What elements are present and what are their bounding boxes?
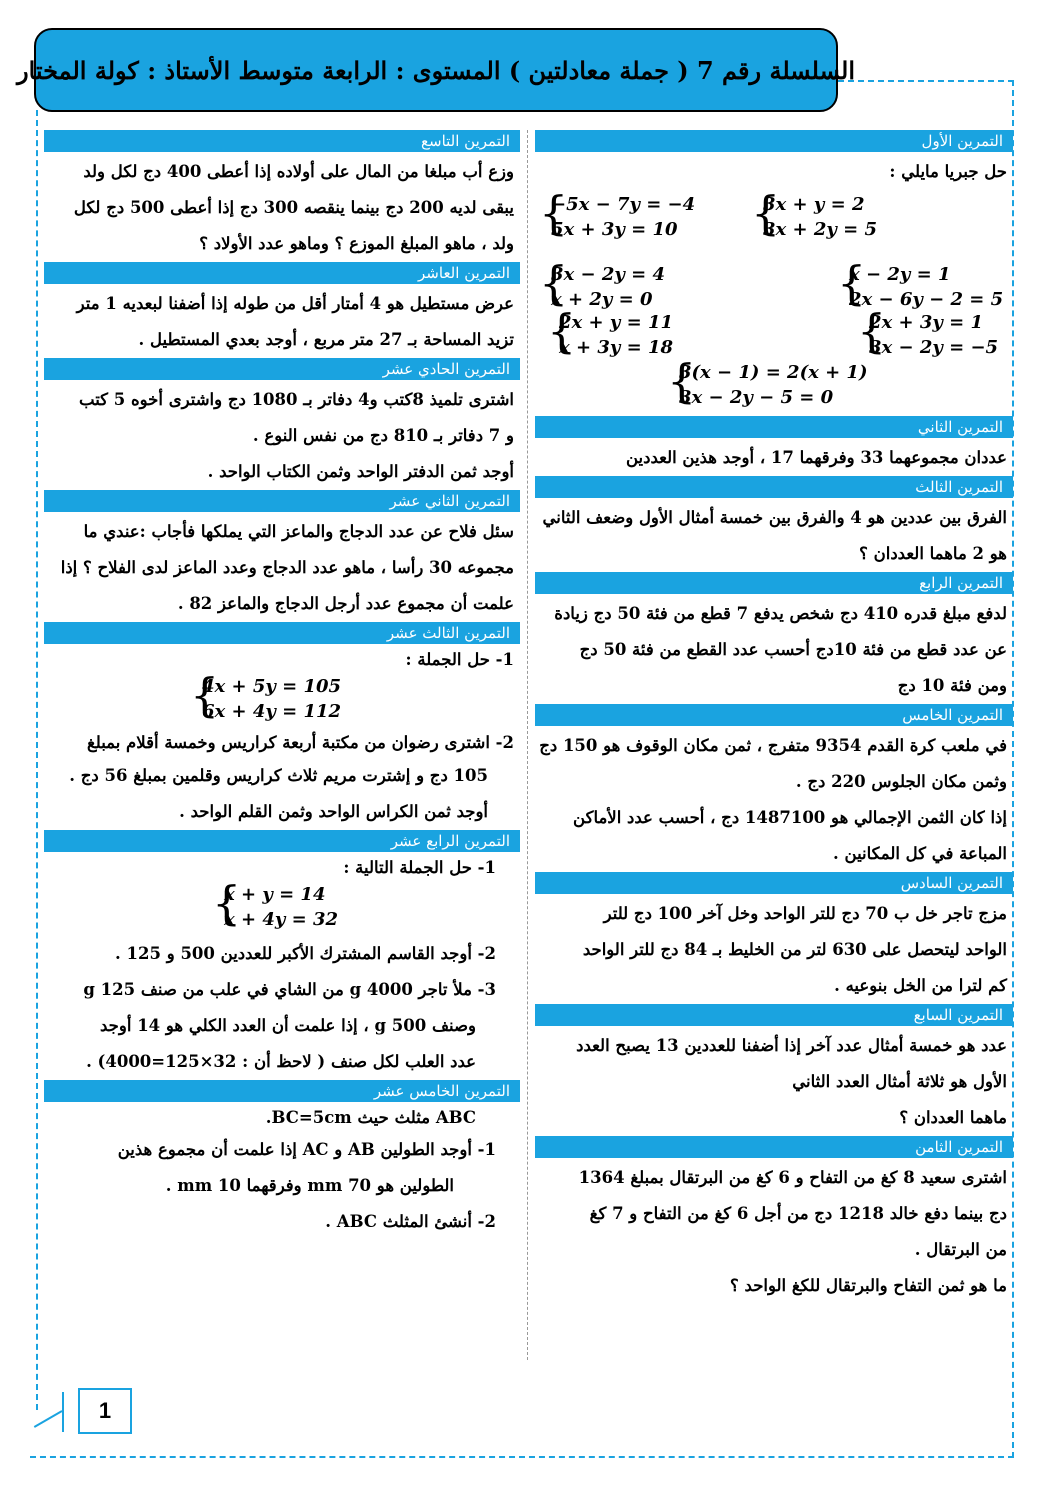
- exercise-5-line: المباعة في كل المكانين .: [833, 844, 1007, 863]
- exercise-6-header: التمرين السادس: [535, 872, 1013, 894]
- exercise-11-header: التمرين الحادي عشر: [44, 358, 520, 380]
- exercise-8-line: اشترى سعيد 8 كغ من التفاح و 6 كغ من البرتقال بمبلغ 1364: [578, 1168, 1007, 1187]
- exercise-11-line: اشترى تلميذ 8كتب و4 دفاتر بـ 1080 دج واشترى أخوه 5 كتب: [79, 390, 514, 409]
- exercise-12-header: التمرين الثاني عشر: [44, 490, 520, 512]
- system-3: { x − 2y = 1 2x − 6y − 2 = 5: [837, 256, 1004, 310]
- exercise-5-line: في ملعب كرة القدم 9354 متفرج ، ثمن مكان الوقوف هو 150 دج: [539, 736, 1007, 755]
- exercise-14-question-3-cont: عدد العلب لكل صنف ( لاحظ أن : 32×125=4000) .: [86, 1052, 476, 1071]
- system-2: { −5x − 7y = −4 5x + 3y = 10: [539, 186, 696, 240]
- exercise-15-question-1-cont: الطولين هو 70 mm وفرقهما 10 mm .: [165, 1176, 454, 1195]
- exercise-10-line: عرض مستطيل هو 4 أمتار أقل من طوله إذا أضفنا لبعديه 1 متر: [76, 294, 514, 313]
- exercise-15-question-2: 2- أنشئ المثلث ABC .: [325, 1212, 496, 1231]
- frame-border-bottom: [30, 1456, 1014, 1458]
- frame-border-left: [36, 110, 38, 1410]
- page-number: 1: [78, 1388, 132, 1434]
- right-column: [535, 130, 1013, 1304]
- exercise-13-question-1: 1- حل الجملة :: [405, 650, 514, 669]
- page-number-decoration: [62, 1392, 64, 1432]
- exercise-12-line: سئل فلاح عن عدد الدجاج والماعز التي يملكها فأجاب :عندي ما: [83, 522, 514, 541]
- exercise-4-line: ومن فئة 10 دج: [897, 676, 1007, 695]
- exercise-15-line: ABC مثلث حيث BC=5cm.: [265, 1108, 476, 1127]
- exercise-6-line: كم لترا من الخل بنوعيه .: [834, 976, 1007, 995]
- exercise-15-header: التمرين الخامس عشر: [44, 1080, 520, 1102]
- exercise-4-line: لدفع مبلغ قدره 410 دج شخص يدفع 7 قطع من فئة 50 دج زيادة: [554, 604, 1007, 623]
- exercise-5-line: وثمن مكان الجلوس 220 دج .: [795, 772, 1007, 791]
- exercise-2-text: عددان مجموعهما 33 وفرقهما 17 ، أوجد هذين العددين: [625, 448, 1007, 467]
- exercise-13-question-2-cont: أوجد ثمن الكراس الواحد وثمن القلم الواحد .: [179, 802, 488, 821]
- column-divider: [527, 130, 528, 1360]
- exercise-13-system: { 4x + 5y = 105 6x + 4y = 112: [190, 668, 342, 722]
- system-4: { 3x − 2y = 4 x + 2y = 0: [539, 256, 665, 310]
- exercise-4-line: عن عدد قطع من فئة 10دج أحسب عدد القطع من فئة 50 دج: [579, 640, 1007, 659]
- exercise-13-header: التمرين الثالث عشر: [44, 622, 520, 644]
- exercise-13-question-2-cont: 105 دج و إشترت مريم ثلاث كراريس وقلمين بمبلغ 56 دج .: [69, 766, 488, 785]
- exercise-14-question-1: 1- حل الجملة التالية :: [343, 858, 496, 877]
- exercise-15-question-1: 1- أوجد الطولين AB و AC إذا علمت أن مجموع هذين: [117, 1140, 496, 1159]
- exercise-8-line: من البرتقال .: [914, 1240, 1007, 1259]
- exercise-6-line: مزج تاجر خل ب 70 دج للتر الواحد وخل آخر 100 دج للتر: [603, 904, 1007, 923]
- exercise-4-header: التمرين الرابع: [535, 572, 1013, 594]
- exercise-10-line: تزيد المساحة بـ 27 متر مربع ، أوجد بعدي المستطيل .: [138, 330, 514, 349]
- system-1: { 3x + y = 2 3x + 2y = 5: [751, 186, 877, 240]
- exercise-9-line: وزع أب مبلغا من المال على أولاده إذا أعطى 400 دج لكل ولد: [83, 162, 514, 181]
- exercise-14-system: { x + y = 14 x + 4y = 32: [212, 876, 338, 930]
- exercise-14-question-3: 3- ملأ تاجر 4000 g من الشاي في علب من صنف 125 g: [83, 980, 496, 999]
- page-number-decoration: [34, 1410, 63, 1428]
- exercise-3-header: التمرين الثالث: [535, 476, 1013, 498]
- page-title: السلسلة رقم 7 ( جملة معادلتين ) المستوى : الرابعة متوسط الأستاذ : كولة المختار: [16, 55, 856, 85]
- exercise-1-systems: [535, 186, 1013, 416]
- exercise-13-question-2: 2- اشترى رضوان من مكتبة أربعة كراريس وخمسة أقلام بمبلغ: [86, 733, 514, 752]
- exercise-5-line: إذا كان الثمن الإجمالي هو 1487100 دج ، أحسب عدد الأماكن: [573, 808, 1007, 827]
- exercise-12-line: مجموعه 30 رأسا ، ماهو عدد الدجاج وعدد الماعز لدى الفلاح ؟ إذا: [60, 558, 514, 577]
- exercise-7-line: الأول هو ثلاثة أمثال العدد الثاني: [792, 1072, 1007, 1091]
- system-7: { 3(x − 1) = 2(x + 1) 3x − 2y − 5 = 0: [667, 354, 868, 408]
- exercise-14-question-3-cont: وصنف 500 g ، إذا علمت أن العدد الكلي هو 14 أوجد: [100, 1016, 476, 1035]
- exercise-2-header: التمرين الثاني: [535, 416, 1013, 438]
- system-6: { 2x + y = 11 x + 3y = 18: [547, 304, 673, 358]
- exercise-7-line: عدد هو خمسة أمثال عدد آخر إذا أضفنا للعددين 13 يصبح العدد: [576, 1036, 1007, 1055]
- exercise-7-header: التمرين السابع: [535, 1004, 1013, 1026]
- exercise-8-line: دج بينما دفع خالد 1218 دج من أجل 6 كغ من التفاح و 7 كغ: [589, 1204, 1007, 1223]
- exercise-9-header: التمرين التاسع: [44, 130, 520, 152]
- exercise-9-line: يبقى لديه 200 دج بينما ينقصه 300 دج إذا أعطى 500 دج لكل: [73, 198, 514, 217]
- title-banner: [16, 28, 856, 112]
- exercise-11-line: أوجد ثمن الدفتر الواحد وثمن الكتاب الواحد .: [207, 462, 514, 481]
- exercise-14-question-2: 2- أوجد القاسم المشترك الأكبر للعددين 500 و 125 .: [115, 944, 496, 963]
- exercise-10-header: التمرين العاشر: [44, 262, 520, 284]
- exercise-1-header: التمرين الأول: [535, 130, 1013, 152]
- exercise-3-line: هو 2 ماهما العددان ؟: [859, 544, 1007, 563]
- frame-border-top: [838, 80, 1014, 82]
- exercise-1-intro: حل جبريا مايلي :: [889, 162, 1007, 181]
- exercise-6-line: الواحد ليتحصل على 630 لتر من الخليط بـ 84 دج للتر الواحد: [582, 940, 1007, 959]
- exercise-5-header: التمرين الخامس: [535, 704, 1013, 726]
- system-5: { 2x + 3y = 1 3x − 2y = −5: [857, 304, 999, 358]
- left-column: [44, 130, 520, 1240]
- exercise-8-line: ما هو ثمن التفاح والبرتقال للكغ الواحد ؟: [730, 1276, 1007, 1295]
- exercise-3-line: الفرق بين عددين هو 4 والفرق بين خمسة أمثال الأول وضعف الثاني: [542, 508, 1007, 527]
- exercise-12-line: علمت أن مجموع عدد أرجل الدجاج والماعز 82 .: [177, 594, 514, 613]
- exercise-11-line: و 7 دفاتر بـ 810 دج من نفس النوع .: [252, 426, 514, 445]
- exercise-8-header: التمرين الثامن: [535, 1136, 1013, 1158]
- exercise-14-header: التمرين الرابع عشر: [44, 830, 520, 852]
- exercise-9-line: ولد ، ماهو المبلغ الموزع ؟ وماهو عدد الأولاد ؟: [199, 234, 514, 253]
- exercise-7-line: ماهما العددان ؟: [899, 1108, 1007, 1127]
